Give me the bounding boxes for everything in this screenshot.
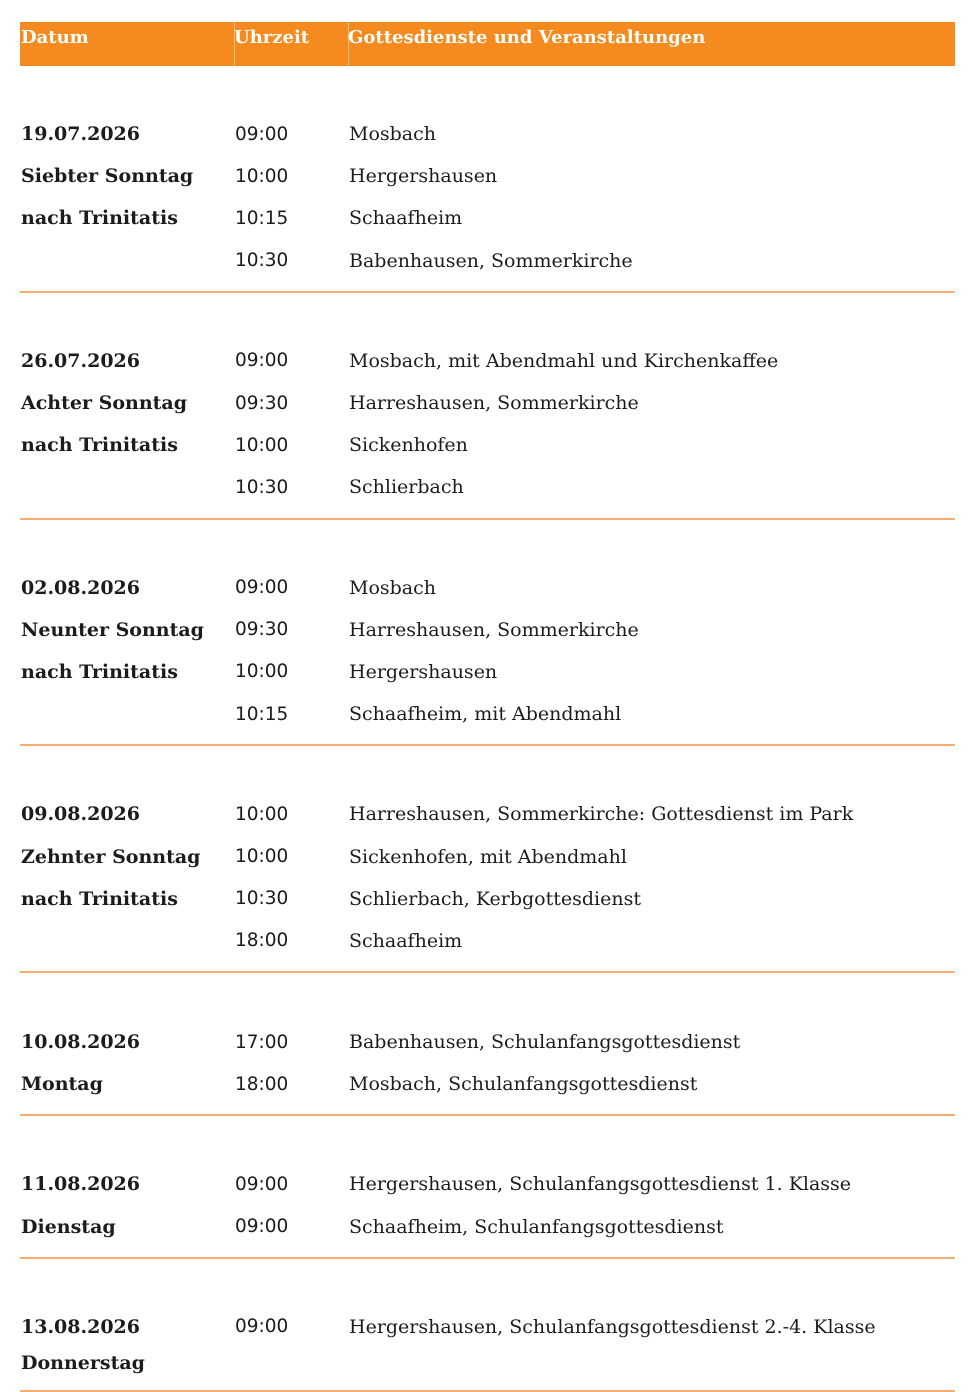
table-row <box>20 113 955 155</box>
header-events: Gottesdienste und Veranstaltungen <box>348 27 706 48</box>
time-cell: 10:00 <box>235 846 289 868</box>
event-cell: Schaafheim <box>349 207 463 230</box>
event-cell: Mosbach <box>349 123 437 146</box>
header-divider <box>348 22 349 66</box>
date-cell: Montag <box>21 1073 103 1096</box>
event-cell: Sickenhofen <box>349 434 468 457</box>
event-cell: Sickenhofen, mit Abendmahl <box>349 845 627 868</box>
event-cell: Babenhausen, Schulanfangsgottesdienst <box>349 1031 741 1054</box>
time-cell: 09:30 <box>235 619 289 641</box>
date-cell: 13.08.2026 <box>21 1315 140 1338</box>
table-row <box>20 1348 955 1378</box>
event-cell: Harreshausen, Sommerkirche <box>349 618 639 641</box>
event-cell: Babenhausen, Sommerkirche <box>349 249 633 272</box>
event-cell: Mosbach, mit Abendmahl und Kirchenkaffee <box>349 349 779 372</box>
date-cell: nach Trinitatis <box>21 207 178 230</box>
schedule-table <box>20 22 955 1392</box>
date-cell: nach Trinitatis <box>21 434 178 457</box>
time-cell: 10:15 <box>235 703 289 725</box>
time-cell: 10:00 <box>235 803 289 825</box>
time-cell: 10:00 <box>235 434 289 456</box>
event-cell: Mosbach, Schulanfangsgottesdienst <box>349 1073 698 1096</box>
table-row <box>20 920 955 962</box>
table-row <box>20 1021 955 1063</box>
event-cell: Harreshausen, Sommerkirche <box>349 392 639 415</box>
date-cell: Zehnter Sonntag <box>21 845 201 868</box>
table-row <box>20 155 955 197</box>
time-cell: 09:00 <box>235 1216 289 1238</box>
time-cell: 18:00 <box>235 1073 289 1095</box>
table-row <box>20 793 955 835</box>
date-cell: 26.07.2026 <box>21 349 140 372</box>
event-cell: Hergershausen <box>349 660 498 683</box>
date-cell: 02.08.2026 <box>21 576 140 599</box>
time-cell: 18:00 <box>235 930 289 952</box>
event-cell: Hergershausen <box>349 165 498 188</box>
table-row <box>20 1163 955 1205</box>
event-cell: Schaafheim <box>349 929 463 952</box>
date-cell: nach Trinitatis <box>21 887 178 910</box>
table-header <box>20 22 955 66</box>
date-group <box>20 973 955 1116</box>
event-cell: Schaafheim, Schulanfangsgottesdienst <box>349 1215 724 1238</box>
date-cell: Neunter Sonntag <box>21 618 204 641</box>
table-row <box>20 609 955 651</box>
event-cell: Hergershausen, Schulanfangsgottesdienst 1. Klasse <box>349 1173 852 1196</box>
table-row <box>20 424 955 466</box>
date-group <box>20 1116 955 1258</box>
table-row <box>20 382 955 424</box>
time-cell: 09:00 <box>235 350 289 372</box>
table-row <box>20 1063 955 1105</box>
table-row <box>20 567 955 609</box>
table-row <box>20 1206 955 1248</box>
table-row <box>20 835 955 877</box>
header-divider <box>234 22 235 66</box>
time-cell: 09:00 <box>235 1316 289 1338</box>
time-cell: 10:00 <box>235 661 289 683</box>
time-cell: 09:00 <box>235 1173 289 1195</box>
date-cell: Siebter Sonntag <box>21 165 194 188</box>
table-row <box>20 197 955 239</box>
time-cell: 10:30 <box>235 888 289 910</box>
date-group <box>20 1259 955 1392</box>
table-row <box>20 693 955 735</box>
date-group <box>20 293 955 520</box>
date-cell: Dienstag <box>21 1215 116 1238</box>
table-row <box>20 340 955 382</box>
time-cell: 17:00 <box>235 1031 289 1053</box>
date-cell: Achter Sonntag <box>21 392 188 415</box>
time-cell: 10:15 <box>235 207 289 229</box>
event-cell: Harreshausen, Sommerkirche: Gottesdienst im Park <box>349 803 854 826</box>
time-cell: 10:30 <box>235 250 289 272</box>
event-cell: Schlierbach <box>349 476 464 499</box>
date-group <box>20 520 955 747</box>
event-cell: Mosbach <box>349 576 437 599</box>
event-cell: Schaafheim, mit Abendmahl <box>349 703 622 726</box>
table-row <box>20 651 955 693</box>
time-cell: 09:30 <box>235 392 289 414</box>
table-row <box>20 466 955 508</box>
event-cell: Schlierbach, Kerbgottesdienst <box>349 887 641 910</box>
table-row <box>20 240 955 282</box>
date-cell: Donnerstag <box>21 1351 145 1374</box>
event-cell: Hergershausen, Schulanfangsgottesdienst 2.-4. Klasse <box>349 1315 876 1338</box>
date-group <box>20 66 955 293</box>
time-cell: 09:00 <box>235 123 289 145</box>
time-cell: 09:00 <box>235 577 289 599</box>
time-cell: 10:00 <box>235 165 289 187</box>
date-group <box>20 746 955 973</box>
table-row <box>20 878 955 920</box>
date-cell: 11.08.2026 <box>21 1173 140 1196</box>
table-row <box>20 1306 955 1348</box>
time-cell: 10:30 <box>235 476 289 498</box>
header-time: Uhrzeit <box>234 27 310 48</box>
date-cell: nach Trinitatis <box>21 660 178 683</box>
date-cell: 09.08.2026 <box>21 803 140 826</box>
date-cell: 19.07.2026 <box>21 123 140 146</box>
header-date: Datum <box>21 27 89 48</box>
date-cell: 10.08.2026 <box>21 1031 140 1054</box>
